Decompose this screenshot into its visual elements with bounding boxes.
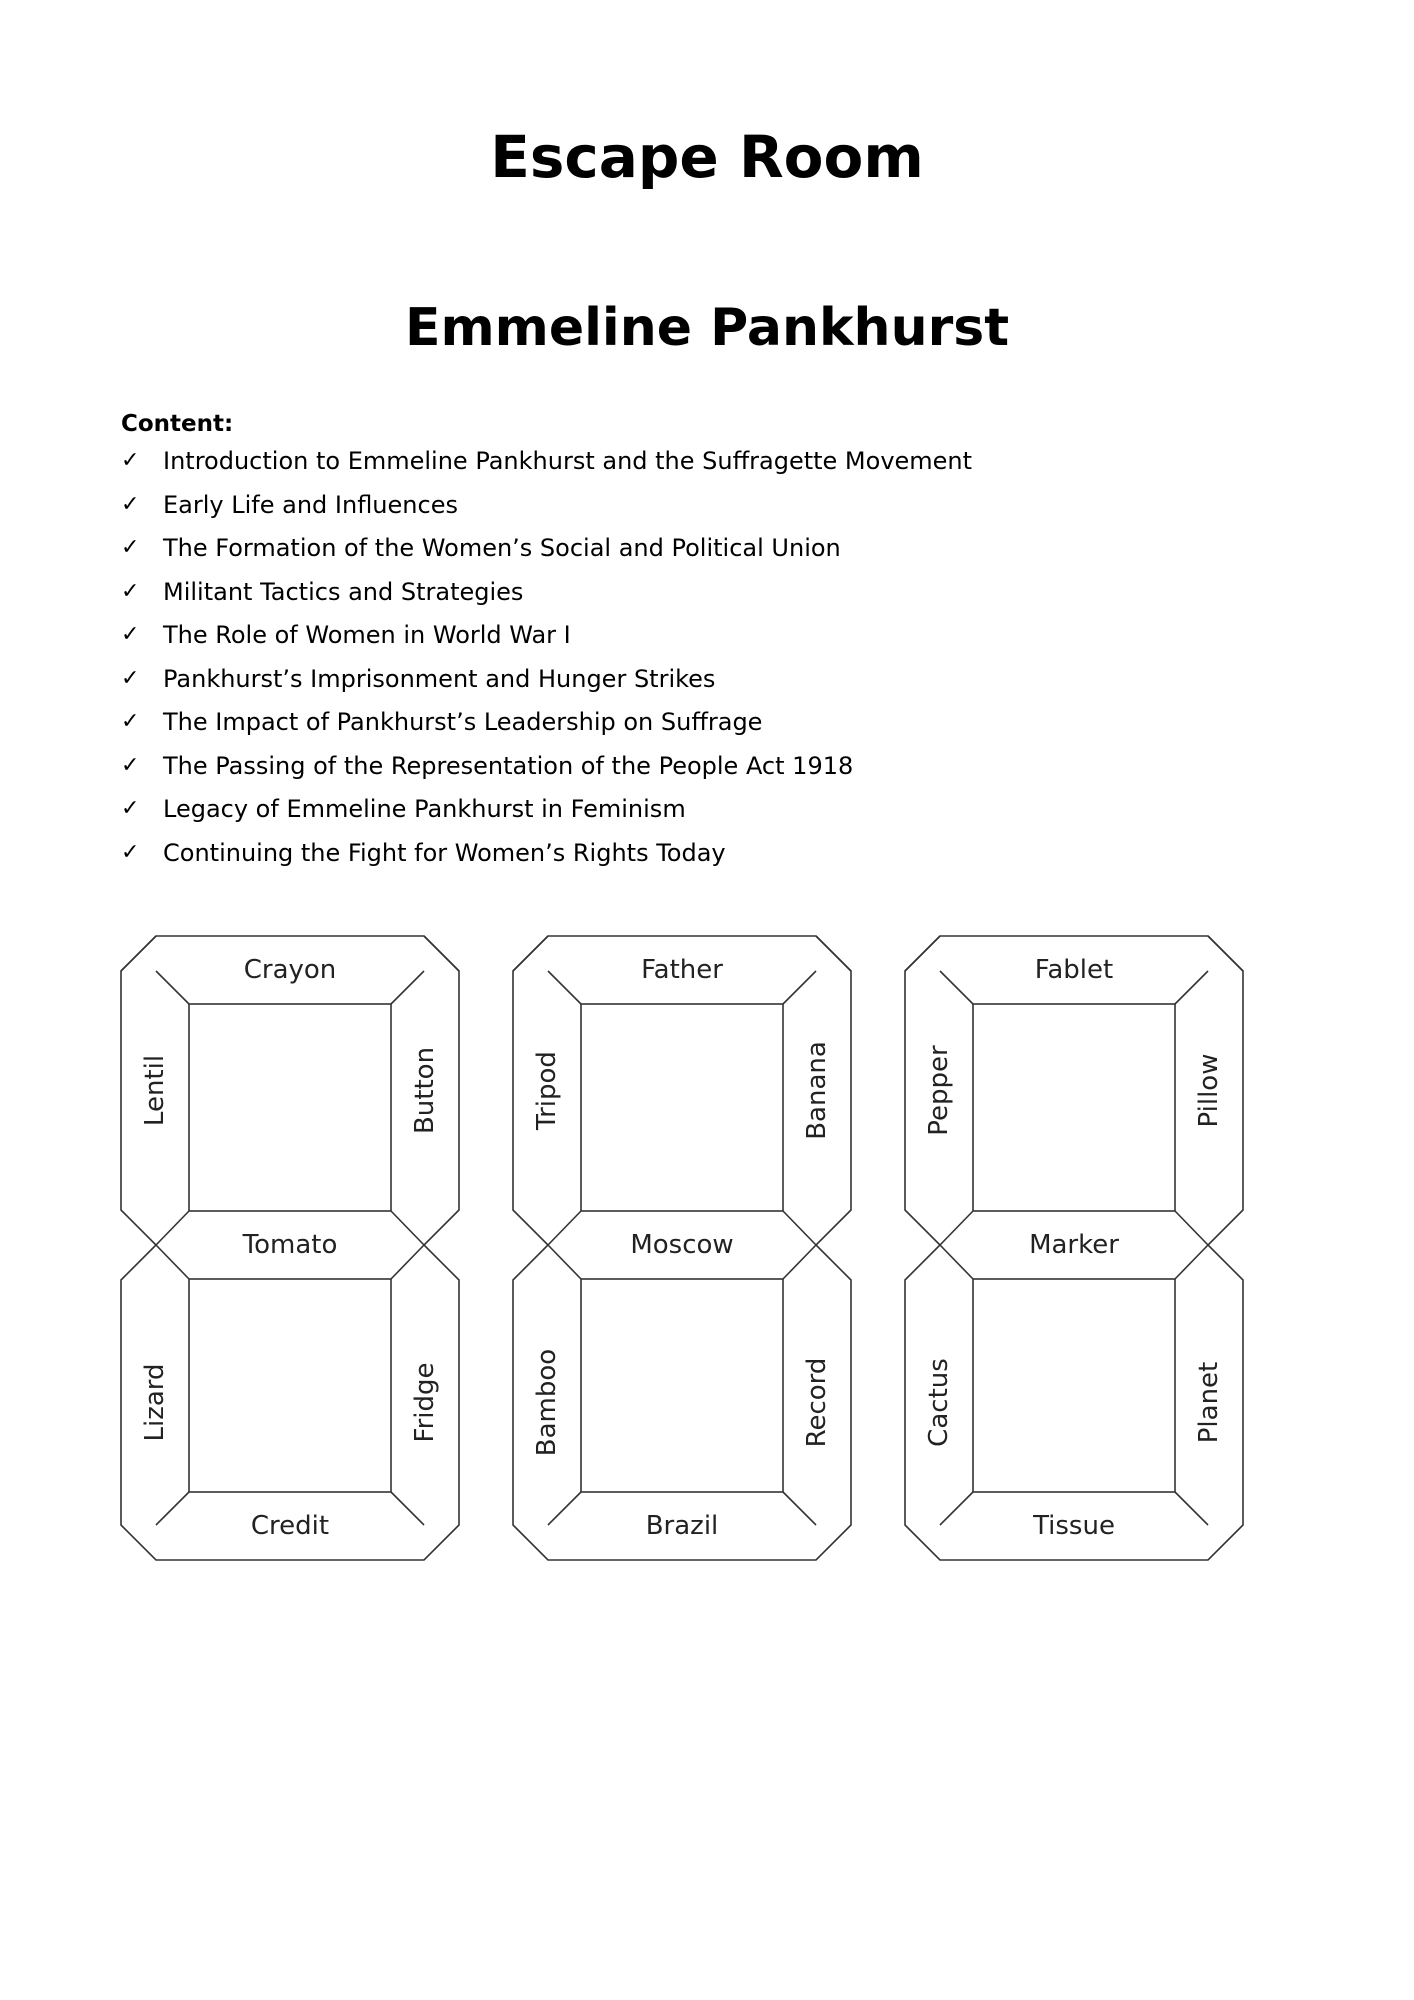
digit-puzzle (121, 936, 459, 1560)
segment-divider (548, 1245, 581, 1279)
page-subtitle: Emmeline Pankhurst (404, 298, 1010, 358)
checkmark-icon: ✓ (121, 796, 140, 821)
digit-puzzle (905, 936, 1243, 1560)
segment-word-lower-left: Cactus (924, 1358, 954, 1447)
segment-divider (940, 971, 973, 1004)
segment-divider (1208, 936, 1243, 971)
segment-word-upper-left: Tripod (532, 1051, 562, 1130)
segment-divider (783, 1492, 816, 1525)
segment-divider (513, 936, 548, 971)
segment-divider (783, 971, 816, 1004)
segment-word-upper-right: Pillow (1194, 1053, 1224, 1128)
segment-divider (156, 971, 189, 1004)
segment-word-top: Father (641, 955, 723, 985)
list-item-text: Introduction to Emmeline Pankhurst and the Suffragette Movement (163, 447, 973, 475)
checkmark-icon: ✓ (121, 578, 140, 604)
segment-word-upper-left: Lentil (140, 1054, 170, 1127)
checkmark-icon: ✓ (121, 535, 140, 560)
digit-lower-window (973, 1279, 1175, 1492)
digit-upper-window (973, 1004, 1175, 1211)
segment-divider (391, 1245, 424, 1279)
segment-word-top: Fablet (1034, 955, 1114, 985)
digit-puzzle (513, 936, 851, 1560)
segment-divider (548, 1211, 581, 1245)
segment-word-top: Crayon (243, 955, 337, 985)
checkmark-icon: ✓ (121, 622, 140, 647)
segment-word-lower-left: Lizard (140, 1363, 170, 1442)
segment-divider (1175, 1492, 1208, 1525)
checkmark-icon: ✓ (121, 448, 140, 473)
segment-word-bottom: Tissue (1033, 1511, 1115, 1541)
segment-word-middle: Tomato (242, 1230, 338, 1260)
segment-word-lower-right: Fridge (410, 1362, 440, 1443)
segment-divider (905, 936, 940, 971)
list-item-text: Continuing the Fight for Women’s Rights Today (163, 838, 726, 867)
segment-divider (156, 1492, 189, 1525)
list-item-text: Pankhurst’s Imprisonment and Hunger Strikes (163, 664, 716, 693)
segment-word-middle: Marker (1029, 1230, 1119, 1260)
digit-upper-window (189, 1004, 391, 1211)
segment-divider (816, 936, 851, 971)
segment-word-lower-left: Bamboo (532, 1348, 562, 1457)
segment-divider (783, 1245, 816, 1279)
segment-divider (391, 971, 424, 1004)
segment-divider (548, 1492, 581, 1525)
list-item-text: The Impact of Pankhurst’s Leadership on Suffrage (163, 708, 763, 736)
segment-divider (391, 1492, 424, 1525)
segment-divider (940, 1492, 973, 1525)
list-item-text: The Role of Women in World War I (163, 621, 571, 649)
content-heading: Content: (121, 411, 234, 437)
digit-lower-window (581, 1279, 783, 1492)
segment-word-bottom: Brazil (645, 1511, 719, 1541)
segment-word-upper-right: Button (410, 1046, 440, 1135)
segment-word-lower-right: Record (802, 1357, 832, 1448)
digit-lower-window (189, 1279, 391, 1492)
segment-word-lower-right: Planet (1194, 1361, 1224, 1444)
digit-upper-window (581, 1004, 783, 1211)
segment-divider (1175, 1245, 1208, 1279)
list-item-text: Legacy of Emmeline Pankhurst in Feminism (163, 795, 686, 823)
checkmark-icon: ✓ (121, 839, 140, 865)
segment-divider (783, 1211, 816, 1245)
segment-word-middle: Moscow (630, 1230, 734, 1260)
segment-divider (121, 936, 156, 971)
checkmark-icon: ✓ (121, 665, 140, 691)
list-item-text: The Passing of the Representation of the People Act 1918 (163, 751, 854, 780)
segment-divider (156, 1245, 189, 1279)
segment-divider (940, 1211, 973, 1245)
segment-divider (391, 1211, 424, 1245)
segment-word-bottom: Credit (250, 1511, 330, 1541)
segment-divider (1175, 971, 1208, 1004)
segment-divider (156, 1211, 189, 1245)
segment-divider (548, 971, 581, 1004)
segment-divider (1175, 1211, 1208, 1245)
checkmark-icon: ✓ (121, 752, 140, 778)
list-item-text: The Formation of the Women’s Social and Political Union (163, 534, 841, 562)
segment-divider (940, 1245, 973, 1279)
checkmark-icon: ✓ (121, 491, 140, 517)
list-item-text: Early Life and Influences (163, 490, 458, 519)
segment-divider (424, 936, 459, 971)
page-title: Escape Room (490, 123, 924, 191)
segment-word-upper-left: Pepper (924, 1045, 954, 1136)
checkmark-icon: ✓ (121, 709, 140, 734)
list-item-text: Militant Tactics and Strategies (163, 577, 524, 606)
segment-word-upper-right: Banana (802, 1041, 832, 1140)
